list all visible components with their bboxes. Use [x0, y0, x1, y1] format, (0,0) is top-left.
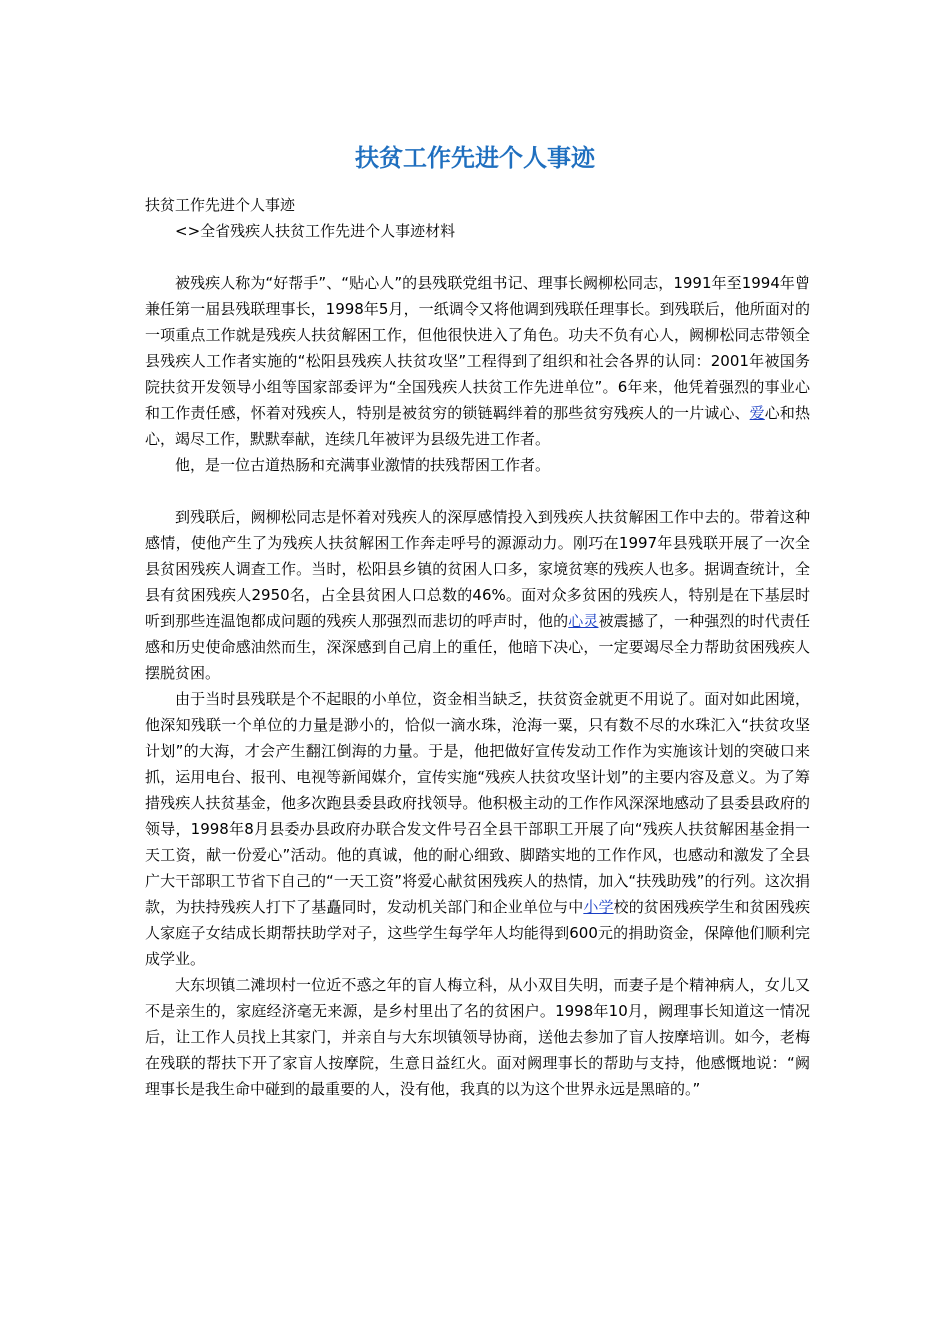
spacer [145, 244, 810, 270]
paragraph-text: 到残联后，阙柳松同志是怀着对残疾人的深厚感情投入到残疾人扶贫解困工作中去的。带着这种感情，使他产生了为残疾人扶贫解困工作奔走呼号的源源动力。刚巧在1997年县残联开展了一次全县贫困残疾人调查工作。当时，松阳县乡镇的贫困人口多，家境贫寒的残疾人也多。据调查统计，全县有贫困残疾人2950名，占全县贫困人口总数的46%。面对众多贫困的残疾人，特别是在下基层时听到那些连温饱都成问题的残疾人那强烈而悲切的呼声时，他的 [145, 508, 810, 630]
paragraph-text: 心和热心，竭尽工作，默默奉献，连续几年被评为县级先进工作者。 [145, 404, 810, 448]
paragraph: 他，是一位古道热肠和充满事业激情的扶残帮困工作者。 [175, 456, 551, 474]
paragraph-text: 被震撼了，一种强烈的时代责任感和历史使命感油然而生，深深感到自己肩上的重任，他暗下决心，一定要竭尽全力帮助贫困残疾人摆脱贫困。 [145, 612, 810, 682]
paragraph [145, 686, 810, 972]
paragraph [145, 504, 810, 686]
paragraph-text: 被残疾人称为“好帮手”、“贴心人”的县残联党组书记、理事长阙柳松同志，1991年至1994年曾兼任第一届县残联理事长，1998年5月，一纸调令又将他调到残联任理事长。到残联后，他所面对的一项重点工作就是残疾人扶贫解困工作，但他很快进入了角色。功夫不负有心人，阙柳松同志带领全县残疾人工作者实施的“松阳县残疾人扶贫攻坚”工程得到了组织和社会各界的认同：2001年被国务院扶贫开发领导小组等国家部委评为“全国残疾人扶贫工作先进单位”。6年来，他凭着强烈的事业心和工作责任感，怀着对残疾人，特别是被贫穷的锁链羁绊着的那些贫穷残疾人的一片诚心、 [145, 274, 810, 422]
inline-link[interactable]: 小学 [583, 898, 614, 916]
inline-link[interactable]: 爱 [749, 404, 765, 422]
subtitle-line: <>全省残疾人扶贫工作先进个人事迹材料 [175, 222, 456, 240]
paragraph [145, 270, 810, 452]
document-title: 扶贫工作先进个人事迹 [355, 144, 595, 172]
inline-link[interactable]: 心灵 [568, 612, 599, 630]
paragraph-text: 校的贫困残疾学生和贫困残疾人家庭子女结成长期帮扶助学对子，这些学生每学年人均能得到600元的捐助资金，保障他们顺利完成学业。 [145, 898, 810, 968]
document-body [145, 192, 810, 1102]
paragraph: 大东坝镇二滩坝村一位近不惑之年的盲人梅立科，从小双目失明，而妻子是个精神病人，女儿又不是亲生的，家庭经济毫无来源，是乡村里出了名的贫困户。1998年10月，阙理事长知道这一情况后，让工作人员找上其家门，并亲自与大东坝镇领导协商，送他去参加了盲人按摩培训。如今，老梅在残联的帮扶下开了家盲人按摩院，生意日益红火。面对阙理事长的帮助与支持，他感慨地说：“阙理事长是我生命中碰到的最重要的人，没有他，我真的以为这个世界永远是黑暗的。” [145, 976, 810, 1098]
spacer [145, 478, 810, 504]
paragraph-text: 由于当时县残联是个不起眼的小单位，资金相当缺乏，扶贫资金就更不用说了。面对如此困境，他深知残联一个单位的力量是渺小的，恰似一滴水珠，沧海一粟，只有数不尽的水珠汇入“扶贫攻坚计划”的大海，才会产生翻江倒海的力量。于是，他把做好宣传发动工作作为实施该计划的突破口来抓，运用电台、报刊、电视等新闻媒介，宣传实施“残疾人扶贫攻坚计划”的主要内容及意义。为了筹措残疾人扶贫基金，他多次跑县委县政府找领导。他积极主动的工作作风深深地感动了县委县政府的领导，1998年8月县委办县政府办联合发文件号召全县干部职工开展了向“残疾人扶贫解困基金捐一天工资，献一份爱心”活动。他的真诚，他的耐心细致、脚踏实地的工作作风，也感动和激发了全县广大干部职工节省下自己的“一天工资”将爱心献贫困残疾人的热情，加入“扶残助残”的行列。这次捐款，为扶持残疾人打下了基矗同时，发动机关部门和企业单位与中 [145, 690, 810, 916]
subtitle-line: 扶贫工作先进个人事迹 [145, 196, 296, 214]
